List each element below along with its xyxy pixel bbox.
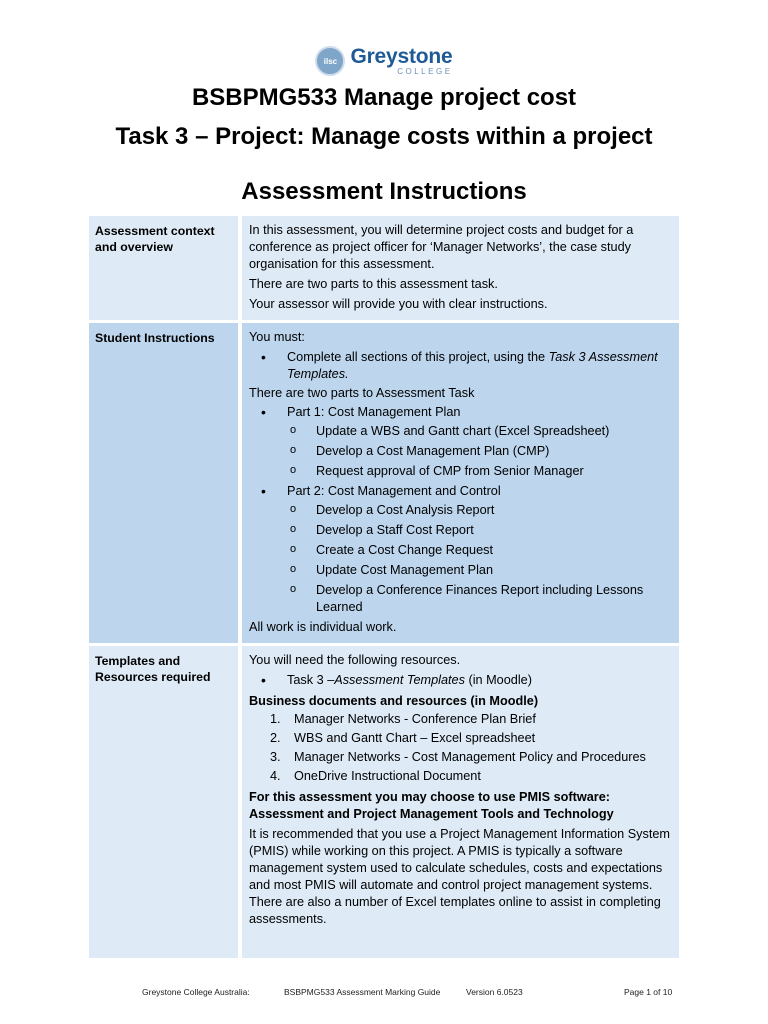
row-content-templates [242, 646, 679, 958]
row-label-context: Assessment context and overview [89, 216, 238, 320]
list-item: • Part 1: Cost Management Plan [249, 404, 672, 421]
college-logo [0, 44, 768, 78]
sub-list-item: o Develop a Cost Management Plan (CMP) [249, 443, 672, 460]
row-label-templates: Templates and Resources required [89, 646, 238, 958]
paragraph: All work is individual work. [249, 620, 397, 634]
paragraph: You will need the following resources. [249, 653, 461, 667]
logo-badge-icon: ilsc [315, 46, 345, 76]
row-content-student-instructions [242, 323, 679, 643]
sub-list-item: o Request approval of CMP from Senior Manager [249, 463, 672, 480]
footer-page-number: Page 1 of 10 [624, 987, 673, 997]
subheading: For this assessment you may choose to use PMIS software: Assessment and Project Management Tools and Technology [249, 790, 614, 821]
logo-name: Greystone [350, 45, 453, 68]
paragraph: It is recommended that you use a Project Management Information System (PMIS) while working on this project. A PMIS is typically a software management system used to calculate schedules, costs and expectations and most PMIS will automate and control project management systems. [249, 827, 671, 892]
list-item: • Part 2: Cost Management and Control [249, 483, 672, 500]
numbered-item: 3. Manager Networks - Cost Management Policy and Procedures [270, 750, 646, 764]
sub-list-item: o Develop a Staff Cost Report [249, 522, 672, 539]
logo-subtitle: COLLEGE [397, 67, 453, 76]
instructions-table [89, 216, 679, 961]
list-item: • Complete all sections of this project, using the Task 3 Assessment Templates. [249, 349, 672, 383]
sub-list-item: o Create a Cost Change Request [249, 542, 672, 559]
task-title: Task 3 – Project: Manage costs within a project [115, 123, 653, 150]
footer-org: Greystone College Australia: [142, 987, 250, 997]
paragraph: Your assessor will provide you with clear instructions. [249, 297, 548, 311]
paragraph: There are also a number of Excel templates online to assist in completing assessments. [249, 895, 661, 926]
numbered-item: 4. OneDrive Instructional Document [270, 769, 481, 783]
sub-list-item: o Update a WBS and Gantt chart (Excel Spreadsheet) [249, 423, 672, 440]
document-title: BSBPMG533 Manage project cost [191, 84, 577, 111]
table-row-context [89, 216, 679, 320]
numbered-item: 1. Manager Networks - Conference Plan Brief [270, 712, 536, 726]
footer-version: Version 6.0523 [466, 987, 523, 997]
paragraph: In this assessment, you will determine project costs and budget for a conference as project officer for ‘Manager Networks’, the case study organisation for this assessment. [249, 223, 634, 271]
table-row-templates [89, 646, 679, 958]
sub-list-item: o Develop a Cost Analysis Report [249, 502, 672, 519]
paragraph: You must: [249, 330, 305, 344]
row-content-context [242, 216, 679, 320]
numbered-item: 2. WBS and Gantt Chart – Excel spreadsheet [270, 731, 536, 745]
paragraph: There are two parts to this assessment task. [249, 277, 498, 291]
table-row-student-instructions [89, 323, 679, 643]
subheading: Business documents and resources (in Moodle) [249, 694, 539, 708]
paragraph: There are two parts to Assessment Task [249, 386, 475, 400]
sub-list-item: o Update Cost Management Plan [249, 562, 672, 579]
row-label-student-instructions: Student Instructions [89, 323, 238, 643]
sub-list-item: o Develop a Conference Finances Report including Lessons Learned [249, 582, 672, 616]
section-heading: Assessment Instructions [241, 178, 527, 205]
footer-doc-name: BSBPMG533 Assessment Marking Guide [284, 987, 441, 997]
list-item: • Task 3 –Assessment Templates (in Moodle) [249, 672, 672, 689]
